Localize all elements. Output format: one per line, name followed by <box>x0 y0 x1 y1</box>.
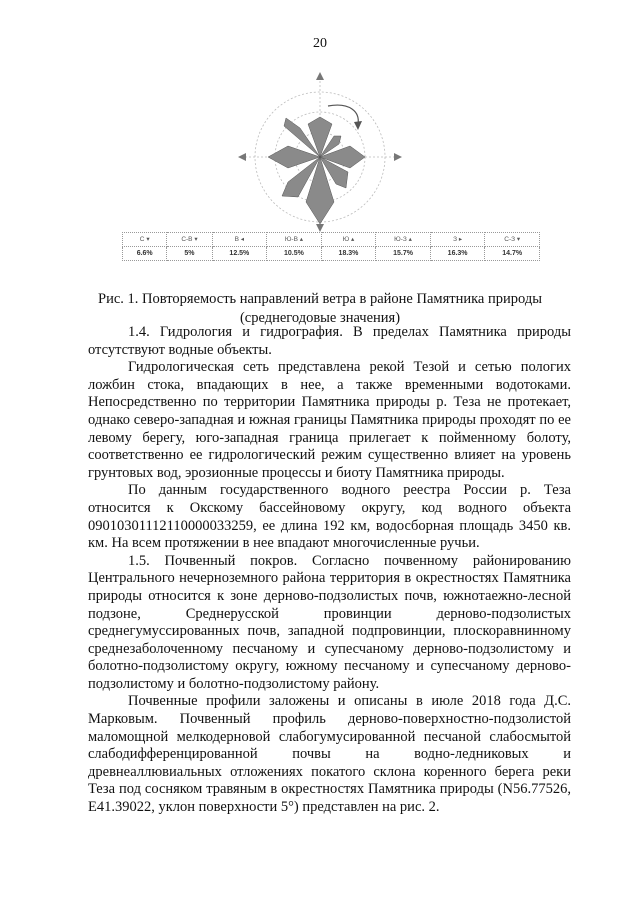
direction-label: В <box>234 236 239 243</box>
wind-rose-arrow <box>328 105 358 124</box>
caption-line: Рис. 1. Повторяемость направлений ветра в районе Памятника природы <box>98 291 542 307</box>
paragraph: 1.4. Гидрология и гидрография. В пределах Памятника природы отсутствуют водные объекты. <box>88 324 571 358</box>
direction-cell <box>430 233 485 247</box>
paragraph: По данным государственного водного реестра России р. Теза относится к Окскому бассейновому округу, код водного объекта 09010301112110000033259, ее длина 192 км, водосборная площадь 3450 кв. км. На всем протяжении в нее впадают многочисленные ручьи. <box>88 482 571 552</box>
arrow-icon: ◂ <box>240 236 245 243</box>
caption-line: (среднегодовые значения) <box>239 310 401 326</box>
direction-label: С <box>139 236 145 243</box>
direction-cell <box>212 233 267 247</box>
arrow-icon: ▴ <box>299 236 303 243</box>
direction-cell <box>485 233 540 247</box>
arrow-icon: ▾ <box>194 236 198 243</box>
direction-cell <box>321 233 376 247</box>
paragraph: 1.5. Почвенный покров. Согласно почвенному районированию Центрального нечерноземного района территория в окрестностях Памятника природы относится к зоне дерново-подзолистых почв, южнотаежно-лесной подзоне, Среднерусской провинции дерново-подзолистых среднегумуссированных почв, западной подпровинции, плоскоравнинному среднезаболоченному песчаному и супесчаному дерново-подзолистому и болотно-подзолистому округу, южному песчаному и супесчаному дерново-подзолистому и болотно-подзолистому району. <box>88 552 571 692</box>
direction-cell <box>123 233 167 247</box>
direction-cell <box>167 233 212 247</box>
value-cell: 18.3% <box>321 247 376 261</box>
value-cell: 15.7% <box>376 247 431 261</box>
arrow-icon: ▾ <box>146 236 150 243</box>
paragraph: Почвенные профили заложены и описаны в июле 2018 года Д.С. Марковым. Почвенный профиль дерново-поверхностно-подзолистой маломощной мелкодерновой слабогумусированной песчаной слабосмытой слабодифференцированной почвы на водно-ледниковых и древнеаллювиальных отложениях покатого склона коренного берега реки Теза под сосняком травяным в окрестностях Памятника природы (N56.77526, E41.39022, уклон поверхности 5°) представлен на рис. 2. <box>88 693 571 816</box>
value-cell: 12.5% <box>212 247 267 261</box>
body-text <box>88 324 571 817</box>
direction-label: С-В <box>181 236 193 243</box>
paragraph: Гидрологическая сеть представлена рекой Тезой и сетью пологих ложбин стока, впадающих в нее, а также временными водотоками. Непосредственно по территории Памятника природы р. Теза не протекает, однако северо-западная и южная границы Памятника природы проходят по ее левому берегу, юго-западная граница прилегает к пойменному болоту, соответственно ее гидрологический режим существенно влияет на уровень грунтовых вод, эрозионные процессы и биоту Памятника природы. <box>88 359 571 481</box>
wind-rose-petals <box>268 117 365 224</box>
direction-cell <box>376 233 431 247</box>
direction-label: Ю <box>342 236 350 243</box>
arrow-icon: ▴ <box>408 236 412 243</box>
direction-row <box>123 233 540 247</box>
value-cell: 16.3% <box>430 247 485 261</box>
direction-label: З <box>453 236 458 243</box>
arrow-head-icon <box>354 121 362 130</box>
value-cell: 6.6% <box>123 247 167 261</box>
value-row <box>123 247 540 261</box>
arrow-icon: ▾ <box>516 236 521 243</box>
direction-label: С-З <box>504 236 516 243</box>
direction-label: Ю-З <box>394 236 407 243</box>
wind-direction-table <box>122 232 540 261</box>
value-cell: 5% <box>167 247 212 261</box>
arrow-icon: ▸ <box>458 236 463 243</box>
wind-rose-figure <box>200 62 440 232</box>
figure-caption <box>60 290 580 328</box>
direction-cell <box>267 233 322 247</box>
arrow-icon: ▴ <box>351 236 355 243</box>
value-cell: 10.5% <box>267 247 322 261</box>
direction-label: Ю-В <box>284 236 298 243</box>
page-number: 20 <box>313 36 327 51</box>
value-cell: 14.7% <box>485 247 540 261</box>
